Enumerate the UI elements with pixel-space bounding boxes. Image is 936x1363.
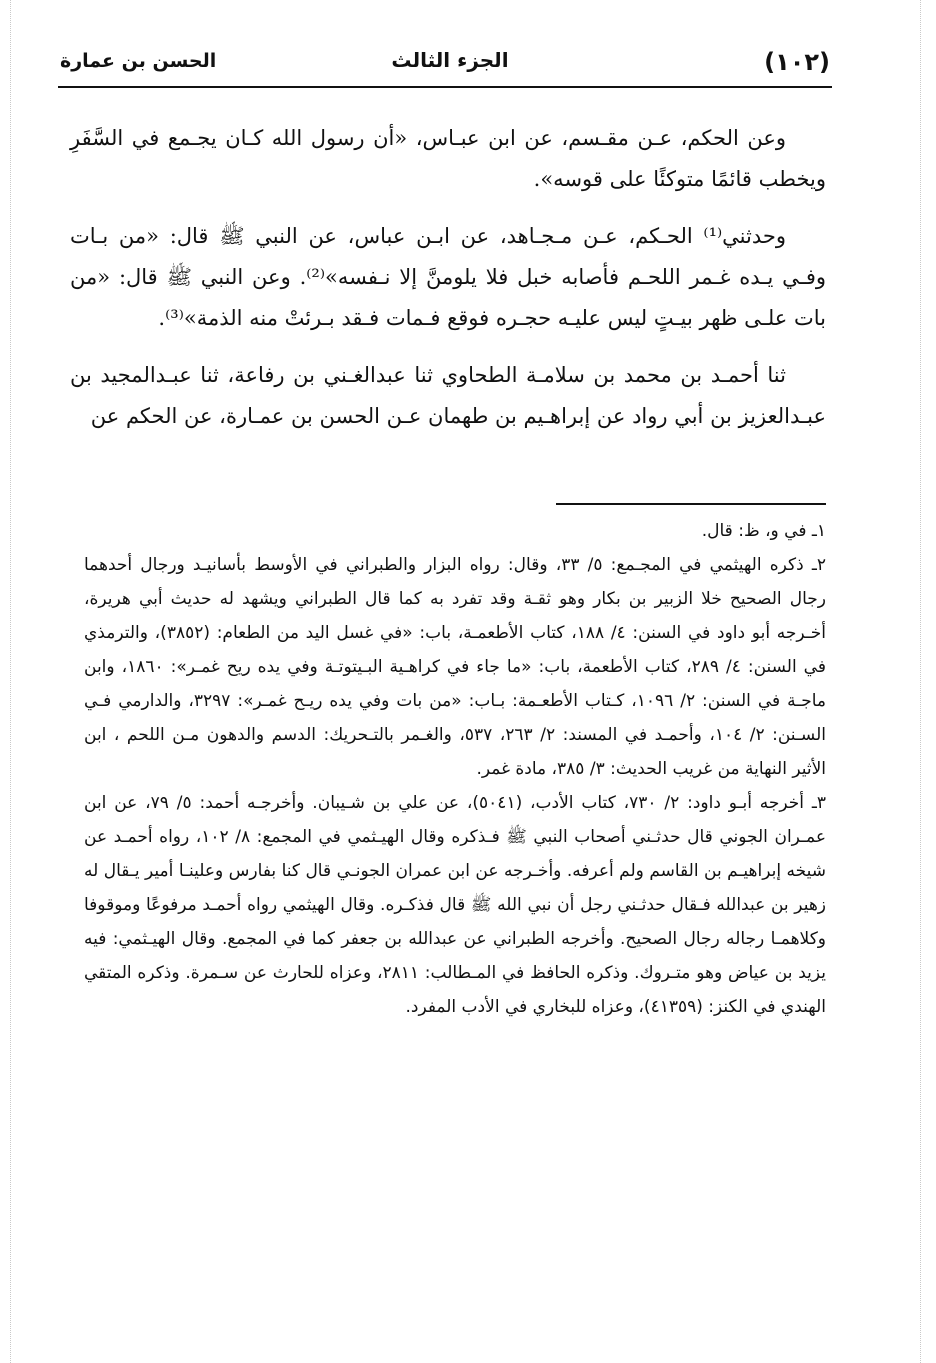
footnote-separator xyxy=(556,503,826,505)
scan-guide-line xyxy=(920,0,921,1363)
narrator-name: الحسن بن عمارة xyxy=(60,50,217,72)
running-header xyxy=(60,44,830,82)
main-paragraph: ثنا أحمـد بن محمد بن سلامـة الطحاوي ثنا عبدالغـني بن رفاعة، ثنا عبـدالمجيد بن عبـدالعزيز بن أبي رواد عن إبراهـيم بن طهمان عـن الحسن بن عمـارة، عن الحكم عن xyxy=(70,363,826,428)
main-text xyxy=(70,118,826,453)
header-rule xyxy=(58,86,832,88)
footnote: ١ـ في و، ظ: قال. xyxy=(701,521,826,541)
volume-title: الجزء الثالث xyxy=(391,48,509,72)
footnotes xyxy=(84,514,826,1024)
scan-guide-line xyxy=(10,0,11,1363)
main-paragraph: وحدثني⁽¹⁾ الحـكم، عـن مـجـاهد، عن ابـن عباس، عن النبي ﷺ قال: «من بـات وفـي يـده غـمر اللحـم فأصابه خبل فلا يلومنَّ إلا نـفسه»⁽²⁾. وعن النبي ﷺ قال: «من بات علـى ظهر بيـتٍ ليس عليـه حجـره فوقع فـمات فـقد بـرئتْ منه الذمة»⁽³⁾. xyxy=(70,224,826,330)
footnote: ٢ـ ذكره الهيثمي في المجـمع: ٥/ ٣٣، وقال: رواه البزار والطبراني في الأوسط بأسانيـد ورجال أحدهما رجال الصحيح خلا الزبير بن بكار وهو ثقـة وقد تفرد به كما قال الطبراني ويشهد له حديث أبي هريرة، أخـرجه أبو داود في السنن: ٤/ ١٨٨، كتاب الأطعمـة، باب: «في غسل اليد من الطعام: (٣٨٥٢)، والترمذي في السنن: ٤/ ٢٨٩، كتاب الأطعمة، باب: «ما جاء في كراهـية البـيتوتـة وفي يده ريح غمـر»: ١٨٦٠، وابن ماجـة في السنن: ٢/ ١٠٩٦، كـتاب الأطعـمة: بـاب: «من بات وفي يده ريـح غمـر»: ٣٢٩٧، والدارمي فـي السـنن: ٢/ ١٠٤، وأحمـد في المسند: ٢/ ٢٦٣، ٥٣٧، والغـمر بالتـحريك: الدسم والدهون مـن اللحم ، ابن الأثير النهاية من غريب الحديث: ٣/ ٣٨٥، مادة غمر. xyxy=(84,555,826,779)
footnote: ٣ـ أخرجه أبـو داود: ٢/ ٧٣٠، كتاب الأدب، (٥٠٤١)، عن علي بن شـيبان. وأخرجـه أحمد: ٥/ ٧٩، عن ابن عمـران الجوني قال حدثـني أصحاب النبي ﷺ فـذكره وقال الهيـثمي في المجمع: ٨/ ١٠٢، رواه أحمـد عن شيخه إبراهيـم بن القاسم ولم أعرفه. وأخـرجه عن ابن عمران الجونـي قال كنا بفارس وعلينـا أمير يـقال له زهير بن عبدالله فـقال حدثـني رجل أن نبي الله ﷺ قال فذكـره. وقال الهيثمي رواه أحمـد مرفوعًا وموقوفا وكلاهمـا رجاله رجال الصحيح. وأخرجه الطبراني عن عبدالله بن جعفر كما في المجمع. وقال الهيـثمي: فيه يزيد بن عياض وهو متـروك. وذكره الحافظ في المـطالب: ٢٨١١، وعزاه للحارث عن سـمرة. وذكره المتقي الهندي في الكنز: (٤١٣٥٩)، وعزاه للبخاري في الأدب المفرد. xyxy=(84,793,826,1017)
page-number: (١٠٢) xyxy=(764,48,830,76)
main-paragraph: وعن الحكم، عـن مقـسم، عن ابن عبـاس، «أن رسول الله كـان يجـمع في السَّفَرِ ويخطب قائمًا متوكئًا على قوسه». xyxy=(70,126,826,191)
